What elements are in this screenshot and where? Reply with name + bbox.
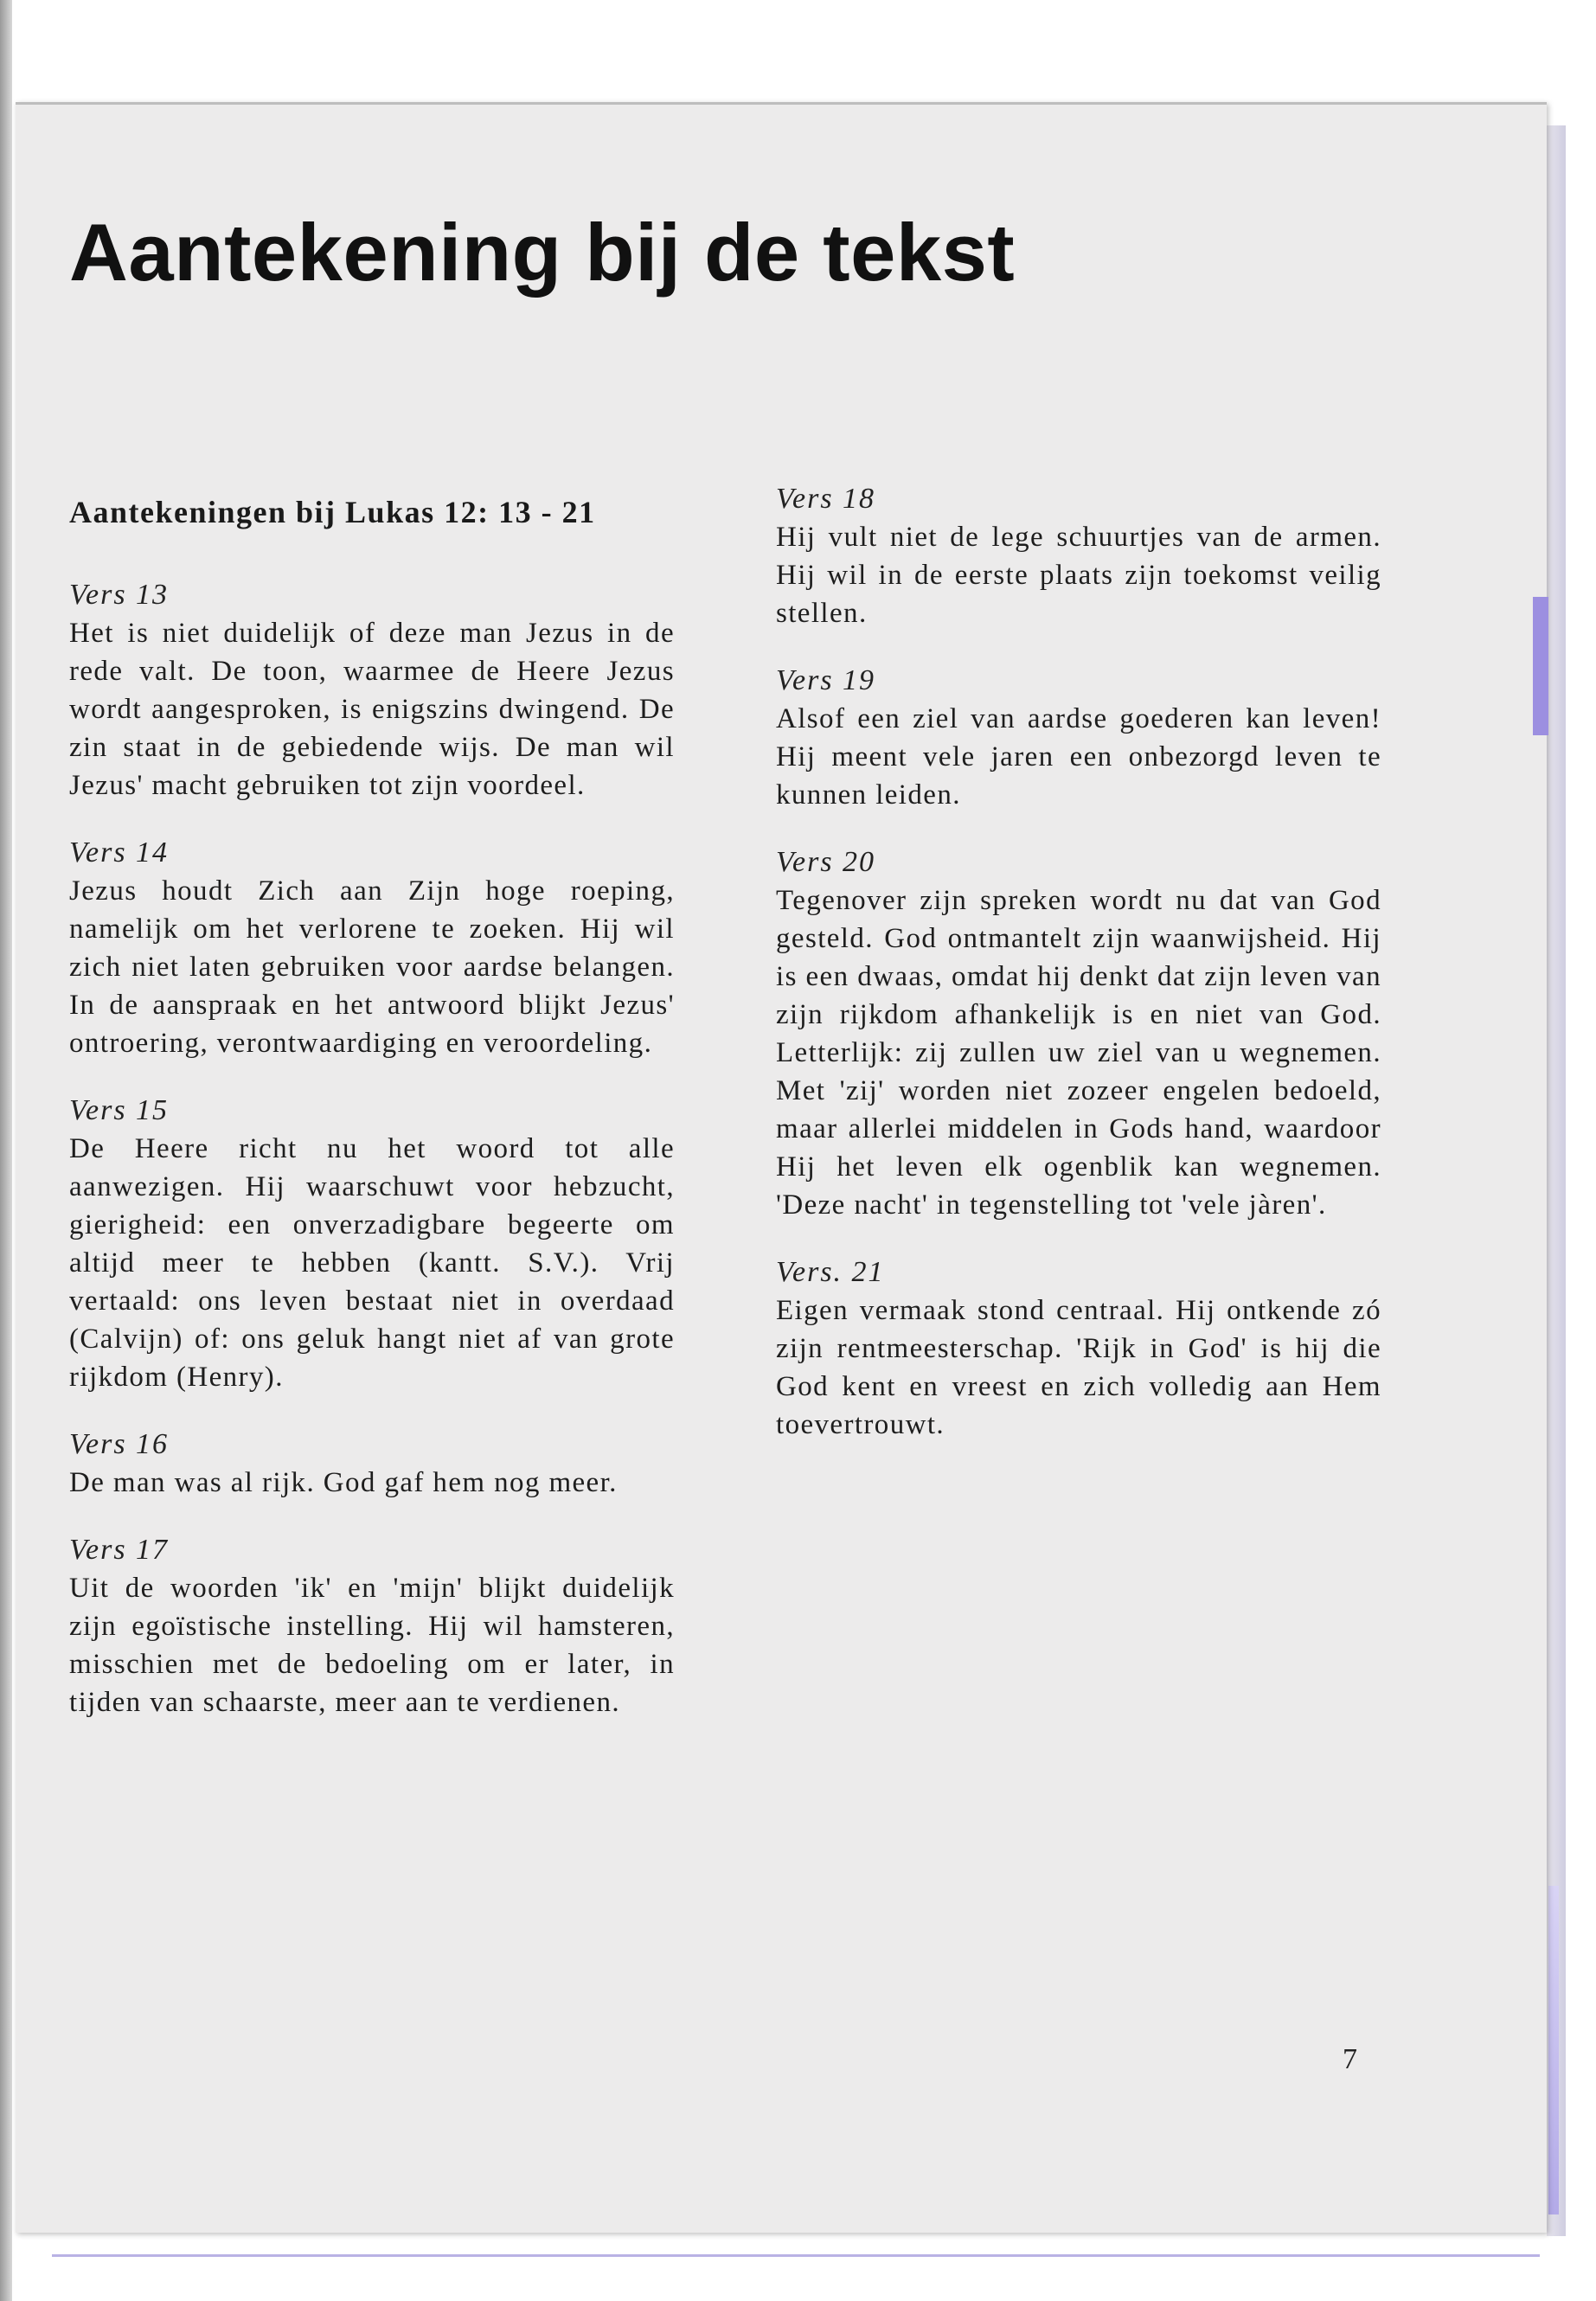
- verse-section: [69, 1426, 675, 1502]
- page-title: Aantekening bij de tekst: [69, 207, 1016, 298]
- verse-text: Jezus houdt Zich aan Zijn hoge roeping, namelijk om het verlorene te zoeken. Hij wil zich niet laten gebruiken voor aardse belangen. In de aanspraak en het antwoord blijkt Jezus' ontroering, verontwaardiging en veroordeling.: [69, 875, 675, 1059]
- verse-label: Vers 17: [69, 1534, 170, 1566]
- verse-text: Uit de woorden 'ik' en 'mijn' blijkt duidelijk zijn egoïstische instelling. Hij wil hamsteren, misschien met de bedoeling om er later, in tijden van schaarste, meer aan te verdienen.: [69, 1573, 675, 1718]
- verse-section: [69, 1092, 675, 1396]
- verse-text: Eigen vermaak stond centraal. Hij ontkende zó zijn rentmeesterschap. 'Rijk in God' is hij die God kent en vreest en zich volledig aan Hem toevertrouwt.: [776, 1295, 1381, 1440]
- verse-label: Vers 15: [69, 1094, 170, 1126]
- verse-section: [69, 834, 675, 1062]
- verse-label: Vers 14: [69, 836, 170, 868]
- verse-text: Hij vult niet de lege schuurtjes van de armen. Hij wil in de eerste plaats zijn toekomst veilig stellen.: [776, 522, 1381, 629]
- page-number: 7: [1343, 2043, 1357, 2075]
- bottom-rule: [52, 2254, 1540, 2257]
- verse-label: Vers 13: [69, 579, 170, 611]
- verse-label: Vers 16: [69, 1428, 170, 1460]
- verse-section: [69, 576, 675, 804]
- verse-section: [69, 1531, 675, 1721]
- left-column: [69, 484, 675, 1751]
- verse-text: De man was al rijk. God gaf hem nog meer.: [69, 1467, 618, 1498]
- verse-label: Vers 18: [776, 483, 876, 515]
- verse-label: Vers 19: [776, 664, 876, 696]
- verse-text: De Heere richt nu het woord tot alle aanwezigen. Hij waarschuwt voor hebzucht, gierigheid: een onverzadigbare begeerte om altijd meer te hebben (kantt. S.V.). Vrij vertaald: ons leven bestaat niet in overdaad (Calvijn) of: ons geluk hangt niet af van grote rijkdom (Henry).: [69, 1133, 675, 1393]
- verse-label: Vers 20: [776, 846, 876, 878]
- accent-strip: [1548, 1886, 1559, 2214]
- accent-tab: [1533, 597, 1548, 735]
- subheading: Aantekeningen bij Lukas 12: 13 - 21: [69, 495, 596, 529]
- verse-section: [776, 843, 1381, 1224]
- verse-text: Tegenover zijn spreken wordt nu dat van God gesteld. God ontmantelt zijn waanwijsheid. Hij is een dwaas, omdat hij denkt dat zijn leven van zijn rijkdom afhankelijk is en niet van God. Letterlijk: zij zullen uw ziel van u wegnemen. Met 'zij' worden niet zozeer engelen bedoeld, maar allerlei middelen in Gods hand, waardoor Hij het leven elk ogenblik kan wegnemen. 'Deze nacht' in tegenstelling tot 'vele jàren'.: [776, 885, 1381, 1221]
- verse-text: Het is niet duidelijk of deze man Jezus in de rede valt. De toon, waarmee de Heere Jezus wordt aangesproken, is enigszins dwingend. De zin staat in de gebiedende wijs. De man wil Jezus' macht gebruiken tot zijn voordeel.: [69, 618, 675, 801]
- scan-edge-left: [0, 0, 12, 2301]
- right-column: [776, 480, 1381, 1473]
- verse-label: Vers. 21: [776, 1256, 885, 1288]
- verse-section: [776, 480, 1381, 632]
- verse-text: Alsof een ziel van aardse goederen kan leven! Hij meent vele jaren een onbezorgd leven te kunnen leiden.: [776, 703, 1381, 811]
- verse-section: [776, 1253, 1381, 1444]
- verse-section: [776, 662, 1381, 814]
